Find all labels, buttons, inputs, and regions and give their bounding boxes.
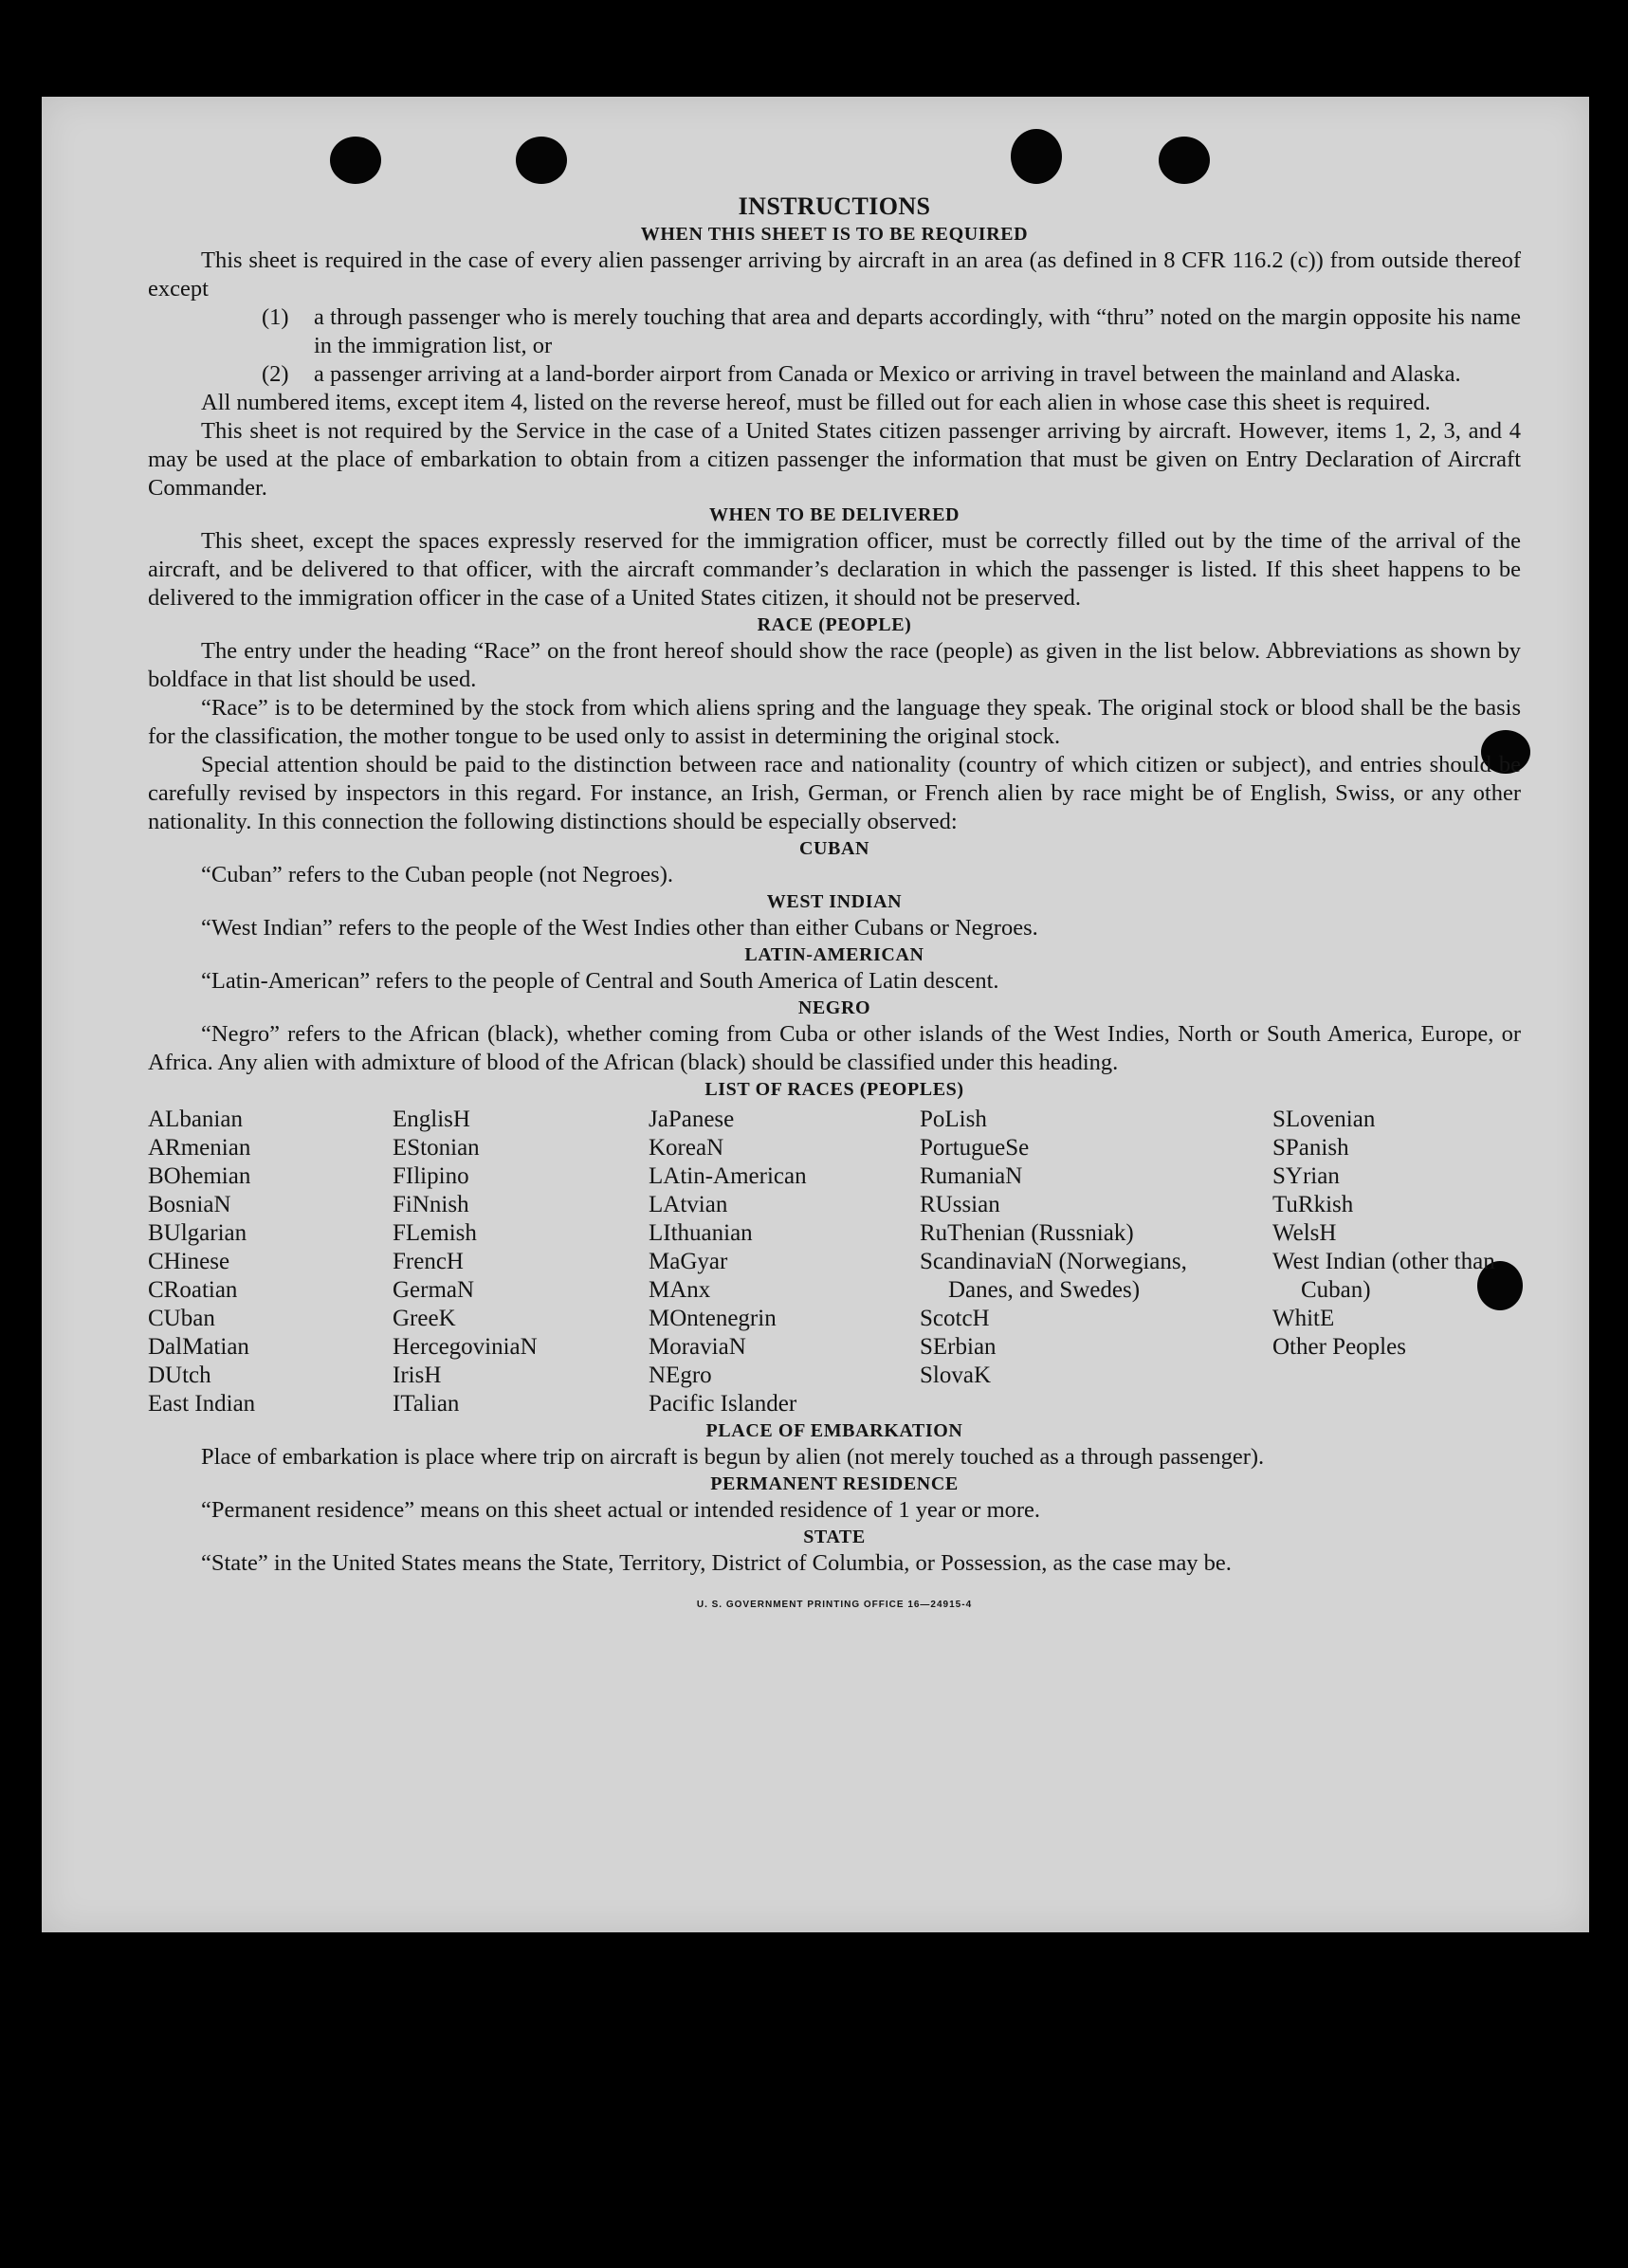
item-number: (1) (262, 304, 289, 330)
paragraph: Special attention should be paid to the distinction between race and nationality (country of which citizen or subject), and entries should be carefully revised by inspectors in this regard. For instance, an Irish, German, or French alien by race might be of English, Swiss, or any other nationality. In this connection the following distinctions should be especially observed: (148, 752, 1521, 834)
race-entry: ScandinaviaN (Norwegians, Danes, and Swedes) (920, 1249, 1187, 1303)
paragraph: This sheet, except the spaces expressly reserved for the immigration officer, must be correctly filled out by the time of the arrival of the aircraft, and be delivered to that officer, with the aircraft commander’s declaration in which the passenger is listed. If this sheet happens to be delivered to the immigration officer in the case of a United States citizen, it should not be preserved. (148, 528, 1521, 611)
race-entry: RumaniaN (920, 1163, 1023, 1189)
race-column (649, 1106, 920, 1418)
section-heading: WHEN TO BE DELIVERED (708, 504, 960, 525)
document-sheet (42, 97, 1589, 1932)
race-entry: LAtvian (649, 1192, 728, 1217)
section-heading: WEST INDIAN (766, 891, 903, 912)
race-entry: MAnx (649, 1277, 711, 1303)
race-entry: SLovenian (1272, 1107, 1376, 1132)
race-entry: TuRkish (1272, 1192, 1354, 1217)
item-text: a passenger arriving at a land-border airport from Canada or Mexico or arriving in travel between the mainland and Alaska. (314, 361, 1461, 387)
race-entry: BosniaN (148, 1192, 231, 1217)
race-entry: ITalian (393, 1391, 460, 1417)
race-entry: GermaN (393, 1277, 475, 1303)
race-column (148, 1106, 393, 1418)
paragraph: “Cuban” refers to the Cuban people (not Negroes). (201, 862, 673, 887)
race-entry: JaPanese (649, 1107, 735, 1132)
race-entry: Pacific Islander (649, 1391, 797, 1417)
race-entry: SPanish (1272, 1135, 1349, 1161)
race-entry: BOhemian (148, 1163, 251, 1189)
race-entry: MaGyar (649, 1249, 728, 1274)
race-entry: DUtch (148, 1363, 211, 1388)
race-entry: BUlgarian (148, 1220, 247, 1246)
race-entry: EStonian (393, 1135, 480, 1161)
race-entry: FrencH (393, 1249, 464, 1274)
race-entry: GreeK (393, 1306, 456, 1331)
race-entry: PortugueSe (920, 1135, 1030, 1161)
page-title: INSTRUCTIONS (738, 192, 931, 220)
race-entry: HercegoviniaN (393, 1334, 538, 1360)
item-text: a through passenger who is merely touching that area and departs accordingly, with “thru” noted on the margin opposite his name in the immigration list, or (314, 304, 1521, 358)
paragraph: “State” in the United States means the State, Territory, District of Columbia, or Possession, as the case may be. (201, 1550, 1232, 1576)
race-entry: FLemish (393, 1220, 477, 1246)
paragraph: Place of embarkation is place where trip on aircraft is begun by alien (not merely touched as a through passenger). (201, 1444, 1265, 1470)
race-entry: IrisH (393, 1363, 442, 1388)
punch-hole (1159, 137, 1210, 184)
race-entry: Other Peoples (1272, 1334, 1406, 1360)
section-heading: WHEN THIS SHEET IS TO BE REQUIRED (640, 224, 1029, 245)
paragraph: This sheet is required in the case of every alien passenger arriving by aircraft in an area (as defined in 8 CFR 116.2 (c)) from outside thereof except (148, 247, 1521, 302)
race-entry: WhitE (1272, 1306, 1335, 1331)
paragraph: The entry under the heading “Race” on the front hereof should show the race (people) as given in the list below. Abbreviations as shown by boldface in that list should be used. (148, 638, 1521, 692)
paragraph: “West Indian” refers to the people of the West Indies other than either Cubans or Negroes. (201, 915, 1038, 941)
race-entry: KoreaN (649, 1135, 724, 1161)
race-entry: FiNnish (393, 1192, 469, 1217)
race-entry: SYrian (1272, 1163, 1340, 1189)
section-heading: PLACE OF EMBARKATION (705, 1420, 963, 1441)
race-entry: CHinese (148, 1249, 230, 1274)
race-entry: LIthuanian (649, 1220, 753, 1246)
list-item (262, 360, 1521, 389)
section-heading: LATIN-AMERICAN (744, 944, 924, 965)
paragraph: “Permanent residence” means on this sheet actual or intended residence of 1 year or more. (201, 1497, 1041, 1523)
race-column (393, 1106, 649, 1418)
section-heading: STATE (803, 1527, 866, 1547)
race-entry: RuThenian (Russniak) (920, 1220, 1134, 1246)
race-entry: CUban (148, 1306, 215, 1331)
item-number: (2) (262, 361, 289, 387)
race-entry: LAtin-American (649, 1163, 807, 1189)
race-entry: ALbanian (148, 1107, 243, 1132)
section-heading: CUBAN (798, 838, 870, 859)
punch-hole (330, 137, 381, 184)
race-entry: PoLish (920, 1107, 987, 1132)
list-item (262, 303, 1521, 360)
race-column (1272, 1106, 1521, 1418)
paragraph: All numbered items, except item 4, listed on the reverse hereof, must be filled out for each alien in whose case this sheet is required. (201, 390, 1431, 415)
section-heading: PERMANENT RESIDENCE (710, 1473, 959, 1494)
race-entry: East Indian (148, 1391, 256, 1417)
race-entry: FIlipino (393, 1163, 469, 1189)
paragraph: “Negro” refers to the African (black), whether coming from Cuba or other islands of the West Indies, North or South America, Europe, or Africa. Any alien with admixture of blood of the African (black) should be classified under this heading. (148, 1021, 1521, 1075)
instructions-text (148, 192, 1521, 1619)
race-entry: SErbian (920, 1334, 997, 1360)
race-column (920, 1106, 1204, 1418)
paragraph: “Latin-American” refers to the people of Central and South America of Latin descent. (201, 968, 999, 994)
race-entry: SlovaK (920, 1363, 991, 1388)
race-entry: MoraviaN (649, 1334, 746, 1360)
race-entry: EnglisH (393, 1107, 470, 1132)
race-entry: ScotcH (920, 1306, 990, 1331)
section-heading: LIST OF RACES (PEOPLES) (704, 1079, 964, 1100)
race-entry: NEgro (649, 1363, 712, 1388)
race-entry: WelsH (1272, 1220, 1337, 1246)
punch-hole (516, 137, 567, 184)
paragraph: This sheet is not required by the Service in the case of a United States citizen passenger arriving by aircraft. However, items 1, 2, 3, and 4 may be used at the place of embarkation to obtain from a citizen passenger the information that must be given on Entry Declaration of Aircraft Commander. (148, 418, 1521, 501)
race-entry: West Indian (other than Cuban) (1272, 1249, 1495, 1303)
race-list (148, 1106, 1521, 1418)
race-entry: RUssian (920, 1192, 1000, 1217)
printer-imprint: U. S. GOVERNMENT PRINTING OFFICE 16—24915-4 (696, 1600, 973, 1610)
punch-hole (1011, 129, 1062, 184)
race-entry: ARmenian (148, 1135, 251, 1161)
race-entry: DalMatian (148, 1334, 249, 1360)
race-entry: CRoatian (148, 1277, 238, 1303)
section-heading: NEGRO (797, 997, 871, 1018)
section-heading: RACE (PEOPLE) (757, 614, 912, 635)
paragraph: “Race” is to be determined by the stock from which aliens spring and the language they speak. The original stock or blood shall be the basis for the classification, the mother tongue to be used only to assist in determining the original stock. (148, 695, 1521, 749)
race-entry: MOntenegrin (649, 1306, 777, 1331)
